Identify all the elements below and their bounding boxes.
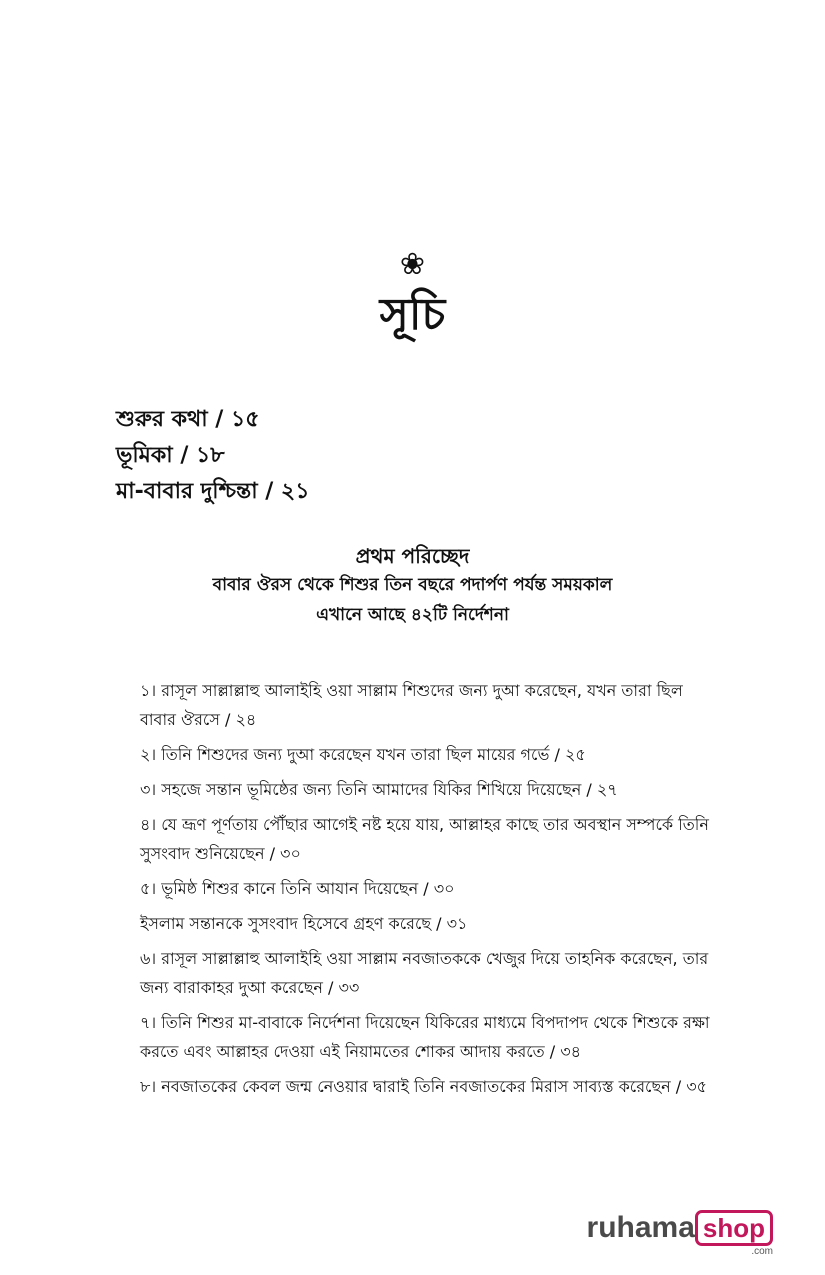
toc-entry: ১। রাসূল সাল্লাল্লাহু আলাইহি ওয়া সাল্লাম শিশুদের জন্য দুআ করেছেন, যখন তারা ছিল বাবার ঔরসে / ২৪ [140,681,683,729]
toc-entry: ইসলাম সন্তানকে সুসংবাদ হিসেবে গ্রহণ করেছে / ৩১ [140,914,468,933]
toc-entry: ৪। যে ভ্রূণ পূর্ণতায় পৌঁছার আগেই নষ্ট হয়ে যায়, আল্লাহর কাছে তার অবস্থান সম্পর্কে তিনি সুসংবাদ শুনিয়েছেন / ৩০ [140,815,709,863]
chapter-subtitle: বাবার ঔরস থেকে শিশুর তিন বছরে পদার্পণ পর্যন্ত সময়কাল [212,575,613,595]
logo-shop-badge: shop [695,1210,773,1246]
toc-entry: ৭। তিনি শিশুর মা-বাবাকে নির্দেশনা দিয়েছেন যিকিরের মাধ্যমে বিপদাপদ থেকে শিশুকে রক্ষা করতে এবং আল্লাহর দেওয়া এই নিয়ামতের শোকর আদায় করতে / ৩৪ [140,1013,710,1061]
toc-entry: ৩। সহজে সন্তান ভূমিষ্ঠের জন্য তিনি আমাদের যিকির শিখিয়ে দিয়েছেন / ২৭ [140,780,618,799]
chapter-title: প্রথম পরিচ্ছেদ [355,544,470,568]
chapter-heading [0,542,825,630]
toc-entries [140,676,710,1107]
toc-entry: ৫। ভূমিষ্ঠ শিশুর কানে তিনি আযান দিয়েছেন / ৩০ [140,879,455,898]
logo-word: ruhama [586,1211,695,1244]
flower-ornament-icon: ❀ [399,247,426,282]
intro-list [116,402,716,510]
ruhamashop-logo [586,1210,773,1257]
intro-item: শুরুর কথা / ১৫ [116,407,260,432]
toc-entry: ২। তিনি শিশুদের জন্য দুআ করেছেন যখন তারা ছিল মায়ের গর্ভে / ২৫ [140,745,586,764]
logo-domain: .com [751,1246,773,1257]
intro-item: ভূমিকা / ১৮ [116,443,225,468]
intro-item: মা-বাবার দুশ্চিন্তা / ২১ [116,479,310,504]
chapter-note: এখানে আছে ৪২টি নির্দেশনা [316,605,509,625]
toc-entry: ৬। রাসূল সাল্লাল্লাহু আলাইহি ওয়া সাল্লাম নবজাতককে খেজুর দিয়ে তাহনিক করেছেন, তার জন্য বারাকাহর দুআ করেছেন / ৩৩ [140,949,709,997]
toc-entry: ৮। নবজাতকের কেবল জন্ম নেওয়ার দ্বারাই তিনি নবজাতকের মিরাস সাব্যস্ত করেছেন / ৩৫ [140,1077,708,1096]
page-title: সূচি [379,289,446,340]
